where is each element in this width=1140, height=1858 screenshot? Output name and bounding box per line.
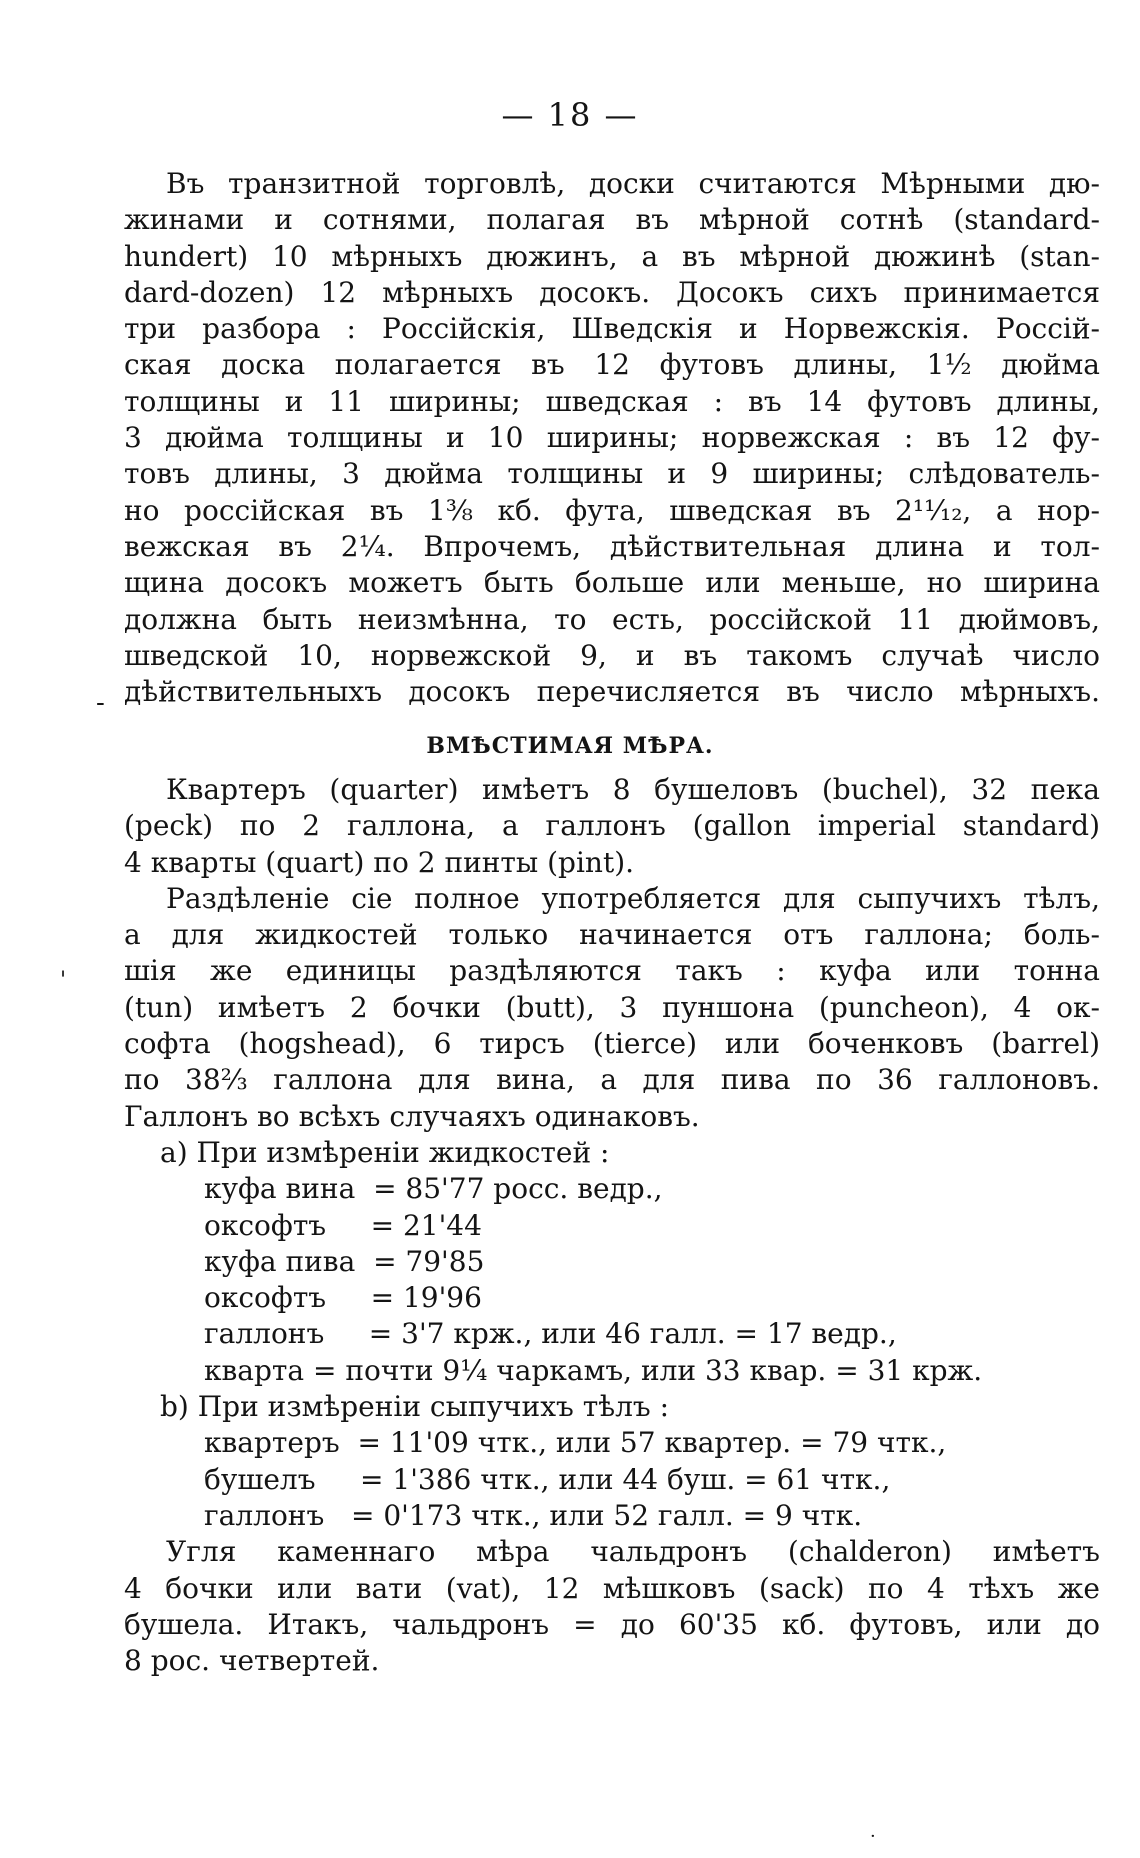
- page-number: — 18 —: [501, 96, 639, 134]
- text-line: софта (hogshead), 6 тирсъ (tierce) или боченковъ (barrel): [124, 1027, 1100, 1061]
- measure-row: квартеръ = 11'09 чтк., или 57 квартер. = 79 чтк.,: [204, 1426, 947, 1460]
- text-line: шія же единицы раздѣляются такъ : куфа или тонна: [124, 954, 1100, 988]
- text-line: Угля каменнаго мѣра чальдронъ (chalderon) имѣетъ: [166, 1535, 1100, 1569]
- measure-row: оксофтъ = 19'96: [204, 1281, 482, 1315]
- measure-row: оксофтъ = 21'44: [204, 1208, 482, 1242]
- text-line: по 38⅔ галлона для вина, а для пива по 36 галлоновъ.: [124, 1063, 1100, 1097]
- section-heading: ВМѢСТИМАЯ МѢРА.: [426, 733, 714, 759]
- text-line: должна быть неизмѣнна, то есть, россійской 11 дюймовъ,: [124, 602, 1100, 636]
- measure-row: кварта = почти 9¼ чаркамъ, или 33 квар. = 31 крж.: [204, 1353, 983, 1387]
- text-line: щина досокъ можетъ быть больше или меньше, но ширина: [124, 566, 1100, 600]
- text-line: толщины и 11 ширины; шведская : въ 14 футовъ длины,: [124, 384, 1100, 418]
- measure-row: куфа пива = 79'85: [204, 1244, 485, 1278]
- text-line: 8 рос. четвертей.: [124, 1644, 380, 1678]
- margin-dash-mark: -: [96, 688, 105, 718]
- measure-row: галлонъ = 3'7 крж., или 46 галл. = 17 ведр.,: [204, 1317, 897, 1351]
- text-line: Раздѣленіе сіе полное употребляется для сыпучихъ тѣлъ,: [166, 881, 1100, 915]
- text-line: 4 бочки или вати (vat), 12 мѣшковъ (sack) по 4 тѣхъ же: [124, 1571, 1100, 1605]
- text-line: а для жидкостей только начинается отъ галлона; боль-: [124, 918, 1100, 952]
- text-line: ская доска полагается въ 12 футовъ длины, 1½ дюйма: [124, 348, 1100, 382]
- bottom-dot-mark: ·: [870, 1826, 876, 1847]
- text-line: (tun) имѣетъ 2 бочки (butt), 3 пуншона (puncheon), 4 ок-: [124, 990, 1100, 1024]
- text-line: товъ длины, 3 дюйма толщины и 9 ширины; слѣдователь-: [124, 457, 1100, 491]
- text-line: 3 дюйма толщины и 10 ширины; норвежская : въ 12 фу-: [124, 421, 1100, 455]
- liquids-title: а) При измѣреніи жидкостей :: [160, 1135, 610, 1169]
- dry-title: b) При измѣреніи сыпучихъ тѣлъ :: [160, 1390, 670, 1424]
- text-line: Квартеръ (quarter) имѣетъ 8 бушеловъ (buchel), 32 пека: [166, 773, 1100, 806]
- margin-tick-mark: ': [60, 968, 67, 993]
- text-line: дѣйствительныхъ досокъ перечисляется въ число мѣрныхъ.: [124, 675, 1100, 709]
- text-line: hundert) 10 мѣрныхъ дюжинъ, а въ мѣрной дюжинѣ (stan-: [124, 239, 1100, 273]
- text-line: вежская въ 2¼. Впрочемъ, дѣйствительная длина и тол-: [124, 529, 1100, 563]
- text-line: Галлонъ во всѣхъ случаяхъ одинаковъ.: [124, 1099, 700, 1133]
- text-line: шведской 10, норвежской 9, и въ такомъ случаѣ число: [124, 638, 1100, 672]
- text-line: жинами и сотнями, полагая въ мѣрной сотнѣ (standard-: [124, 203, 1100, 237]
- text-line: Въ транзитной торговлѣ, доски считаются Мѣрными дю-: [166, 167, 1100, 200]
- measure-row: куфа вина = 85'77 росс. ведр.,: [204, 1172, 663, 1206]
- text-line: 4 кварты (quart) по 2 пинты (pint).: [124, 845, 635, 879]
- measure-row: бушелъ = 1'386 чтк., или 44 буш. = 61 чтк.,: [204, 1462, 891, 1496]
- measure-row: галлонъ = 0'173 чтк., или 52 галл. = 9 чтк.: [204, 1498, 863, 1532]
- text-line: но россійская въ 1⅜ кб. фута, шведская въ 2¹¹⁄₁₂, а нор-: [124, 493, 1100, 527]
- text-line: три разбора : Россійскія, Шведскія и Норвежскія. Россій-: [124, 312, 1100, 346]
- text-line: dard-dozen) 12 мѣрныхъ досокъ. Досокъ сихъ принимается: [124, 275, 1100, 309]
- text-line: бушела. Итакъ, чальдронъ = до 60'35 кб. футовъ, или до: [124, 1607, 1100, 1641]
- measures-section: [124, 772, 1100, 1679]
- text-line: (peck) по 2 галлона, а галлонъ (gallon imperial standard): [124, 809, 1100, 843]
- paragraph-timber-trade: [124, 166, 1100, 710]
